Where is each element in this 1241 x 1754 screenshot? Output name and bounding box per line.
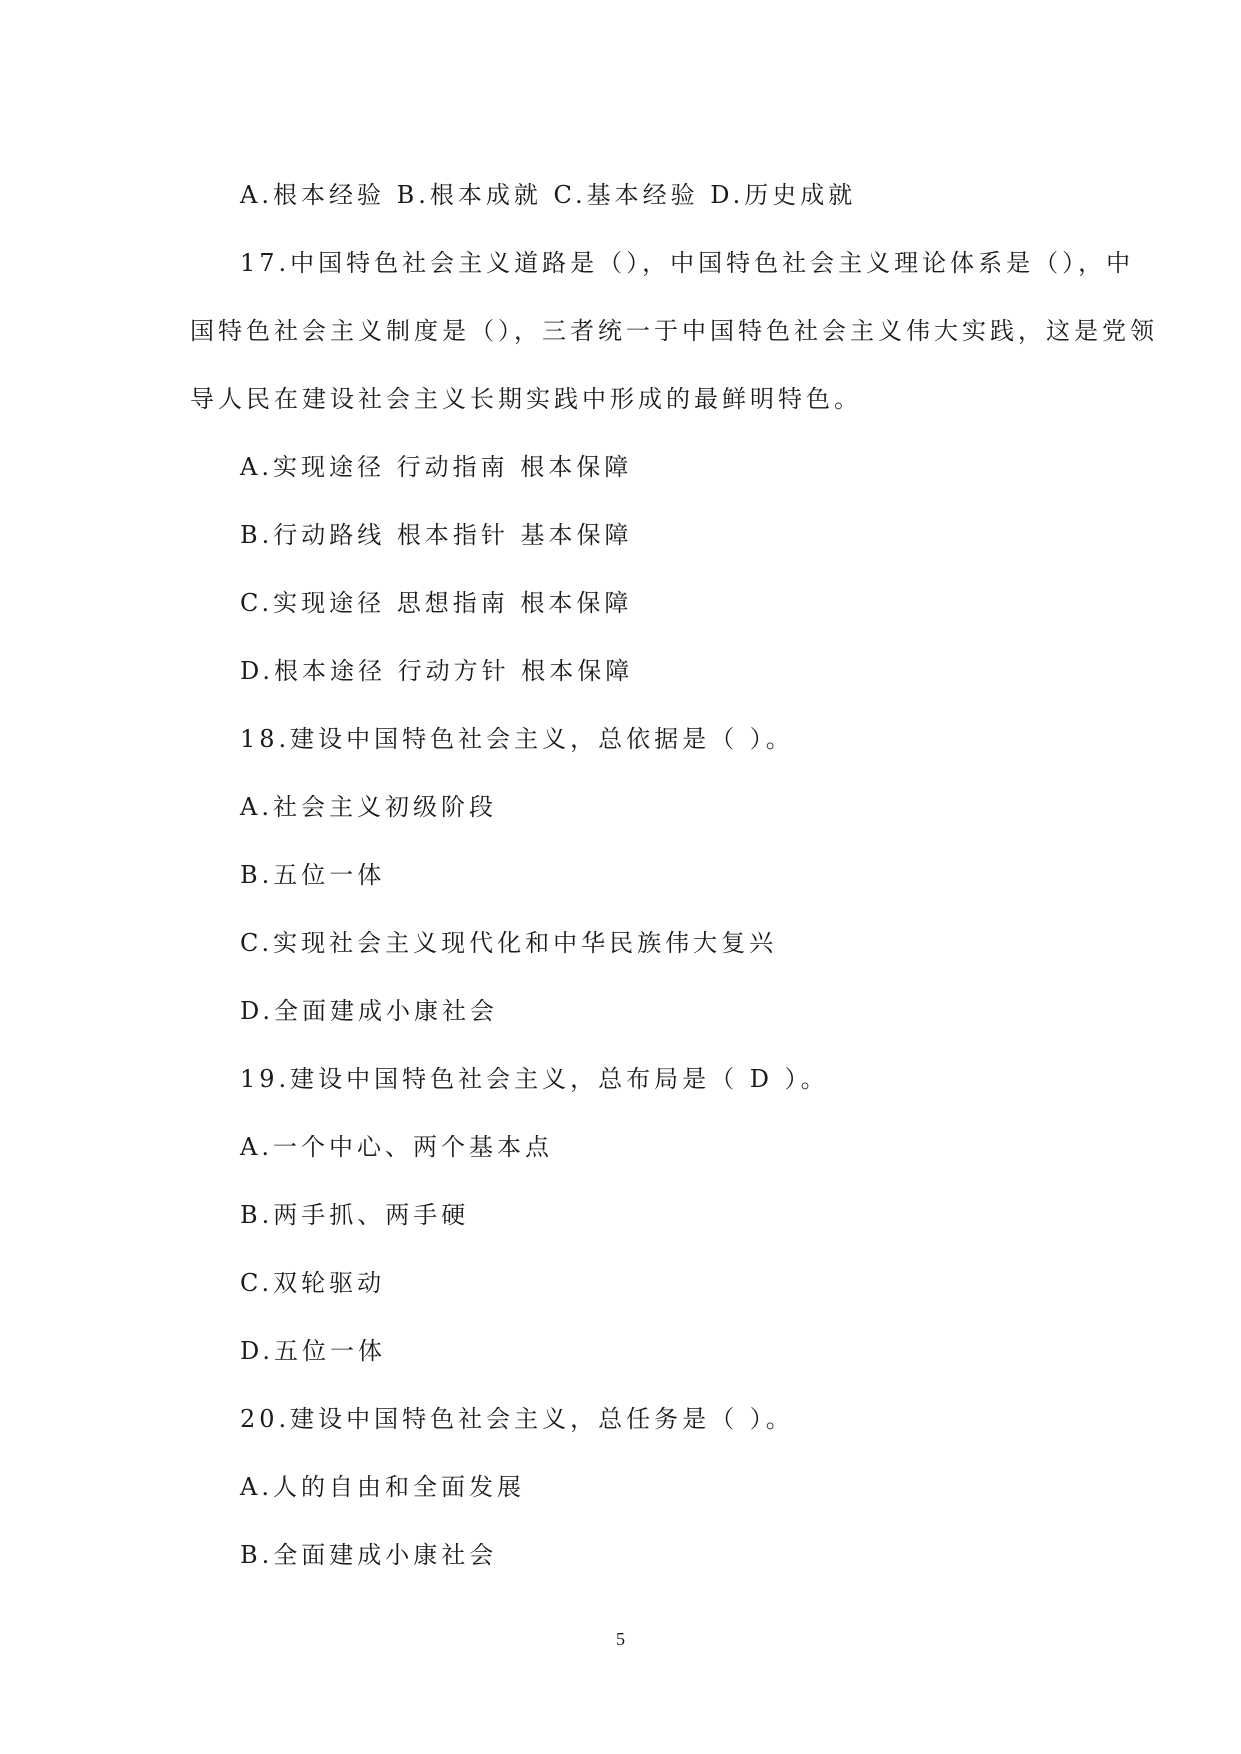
q16-options: A.根本经验 B.根本成就 C.基本经验 D.历史成就 bbox=[240, 181, 857, 209]
q19-option-a: A.一个中心、两个基本点 bbox=[240, 1133, 553, 1161]
q20-option-b: B.全面建成小康社会 bbox=[240, 1541, 498, 1569]
q17-option-b: B.行动路线 根本指针 基本保障 bbox=[240, 521, 633, 549]
q18-option-c: C.实现社会主义现代化和中华民族伟大复兴 bbox=[240, 929, 778, 957]
q20-stem: 20.建设中国特色社会主义，总任务是（ ）。 bbox=[240, 1405, 794, 1433]
q19-option-b: B.两手抓、两手硬 bbox=[240, 1201, 470, 1229]
q18-option-b: B.五位一体 bbox=[240, 861, 386, 889]
q17-option-d: D.根本途径 行动方针 根本保障 bbox=[240, 657, 634, 685]
page-number: 5 bbox=[616, 1629, 625, 1649]
q19-option-d: D.五位一体 bbox=[240, 1337, 387, 1365]
q17-stem-line1: 17.中国特色社会主义道路是（），中国特色社会主义理论体系是（），中 bbox=[240, 249, 1135, 277]
q18-option-d: D.全面建成小康社会 bbox=[240, 997, 499, 1025]
q17-option-a: A.实现途径 行动指南 根本保障 bbox=[240, 453, 633, 481]
q18-option-a: A.社会主义初级阶段 bbox=[240, 793, 497, 821]
q18-stem: 18.建设中国特色社会主义，总依据是（ ）。 bbox=[240, 725, 794, 753]
q19-option-c: C.双轮驱动 bbox=[240, 1269, 386, 1297]
q19-stem: 19.建设中国特色社会主义，总布局是（ D ）。 bbox=[240, 1065, 829, 1093]
q17-option-c: C.实现途径 思想指南 根本保障 bbox=[240, 589, 633, 617]
q20-option-a: A.人的自由和全面发展 bbox=[240, 1473, 525, 1501]
q17-stem-line3: 导人民在建设社会主义长期实践中形成的最鲜明特色。 bbox=[190, 385, 862, 413]
q17-stem-line2: 国特色社会主义制度是（），三者统一于中国特色社会主义伟大实践，这是党领 bbox=[190, 317, 1158, 345]
